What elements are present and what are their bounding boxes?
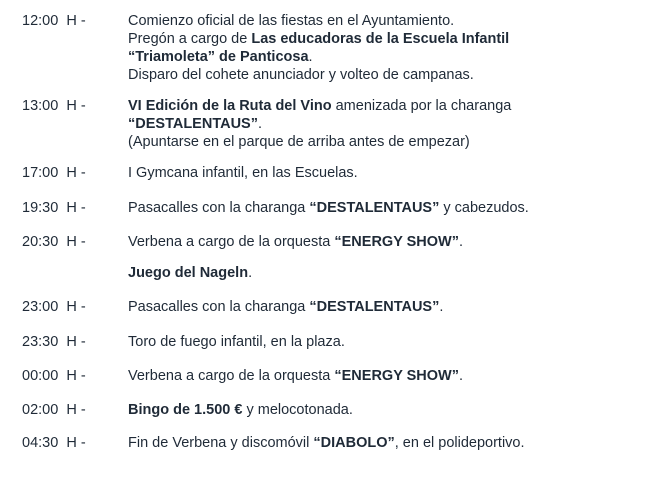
text-segment: . bbox=[257, 116, 262, 132]
entry-description bbox=[128, 97, 658, 151]
text-segment: . bbox=[458, 234, 464, 250]
entry-description bbox=[128, 367, 658, 385]
entry-description bbox=[128, 12, 658, 84]
description-line bbox=[128, 12, 658, 30]
entry-time: 12:00 H - bbox=[22, 13, 86, 29]
entry-time: 04:30 H - bbox=[22, 435, 86, 451]
description-line bbox=[128, 30, 658, 48]
entry-time: 02:00 H - bbox=[22, 402, 86, 418]
text-segment: Toro de fuego infantil, en la plaza. bbox=[128, 334, 345, 350]
highlighted-text: Bingo de 1.500 € bbox=[128, 402, 243, 418]
text-segment: Disparo del cohete anunciador y volteo de campanas. bbox=[128, 67, 474, 83]
description-line bbox=[128, 66, 658, 84]
description-line bbox=[128, 164, 658, 182]
entry-description bbox=[128, 434, 658, 452]
highlighted-text: Juego del Nageln bbox=[128, 265, 249, 281]
text-segment: Verbena a cargo de la orquesta bbox=[128, 234, 335, 250]
description-line bbox=[128, 133, 658, 151]
entry-description bbox=[128, 298, 658, 316]
text-segment: y cabezudos. bbox=[439, 200, 529, 216]
text-segment: y melocotonada. bbox=[242, 402, 353, 418]
entry-time: 23:00 H - bbox=[22, 299, 86, 315]
description-line bbox=[128, 233, 658, 251]
entry-time: 17:00 H - bbox=[22, 165, 86, 181]
highlighted-text: “DESTALENTAUS” bbox=[128, 116, 258, 132]
entry-description bbox=[128, 199, 658, 217]
text-segment: Pasacalles con la charanga bbox=[128, 299, 310, 315]
highlighted-text: “DESTALENTAUS” bbox=[309, 200, 440, 216]
text-segment: . bbox=[308, 49, 313, 65]
entry-description bbox=[128, 233, 658, 251]
highlighted-text: “ENERGY SHOW” bbox=[334, 368, 459, 384]
entry-time: 00:00 H - bbox=[22, 368, 86, 384]
highlighted-text: “ENERGY SHOW” bbox=[334, 234, 459, 250]
highlighted-text: Las educadoras de la Escuela Infantil bbox=[251, 31, 510, 47]
text-segment: . bbox=[458, 368, 464, 384]
highlighted-text: VI Edición de la Ruta del Vino bbox=[128, 98, 332, 114]
text-segment: . bbox=[248, 265, 253, 281]
highlighted-text: “DESTALENTAUS” bbox=[309, 299, 440, 315]
description-line bbox=[128, 367, 658, 385]
description-line bbox=[128, 199, 658, 217]
text-segment: Fin de Verbena y discomóvil bbox=[128, 435, 314, 451]
text-segment: Comienzo oficial de las fiestas en el Ayuntamiento. bbox=[128, 13, 455, 29]
entry-time: 13:00 H - bbox=[22, 98, 86, 114]
entry-time: 20:30 H - bbox=[22, 234, 86, 250]
description-line bbox=[128, 401, 658, 419]
description-line bbox=[128, 434, 658, 452]
entry-description bbox=[128, 164, 658, 182]
text-segment: , en el polideportivo. bbox=[394, 435, 525, 451]
text-segment: (Apuntarse en el parque de arriba antes de empezar) bbox=[128, 134, 470, 150]
entry-time: 23:30 H - bbox=[22, 334, 86, 350]
text-segment: Pasacalles con la charanga bbox=[128, 200, 310, 216]
description-line bbox=[128, 333, 658, 351]
text-segment: . bbox=[439, 299, 444, 315]
entry-description bbox=[128, 264, 658, 282]
highlighted-text: “DIABOLO” bbox=[313, 435, 395, 451]
description-line bbox=[128, 115, 658, 133]
description-line bbox=[128, 48, 658, 66]
entry-description bbox=[128, 333, 658, 351]
text-segment: Pregón a cargo de bbox=[128, 31, 252, 47]
description-line bbox=[128, 264, 658, 282]
description-line bbox=[128, 298, 658, 316]
highlighted-text: “Triamoleta” de Panticosa bbox=[128, 49, 309, 65]
text-segment: amenizada por la charanga bbox=[331, 98, 512, 114]
text-segment: I Gymcana infantil, en las Escuelas. bbox=[128, 165, 358, 181]
description-line bbox=[128, 97, 658, 115]
text-segment: Verbena a cargo de la orquesta bbox=[128, 368, 335, 384]
entry-time: 19:30 H - bbox=[22, 200, 86, 216]
entry-description bbox=[128, 401, 658, 419]
